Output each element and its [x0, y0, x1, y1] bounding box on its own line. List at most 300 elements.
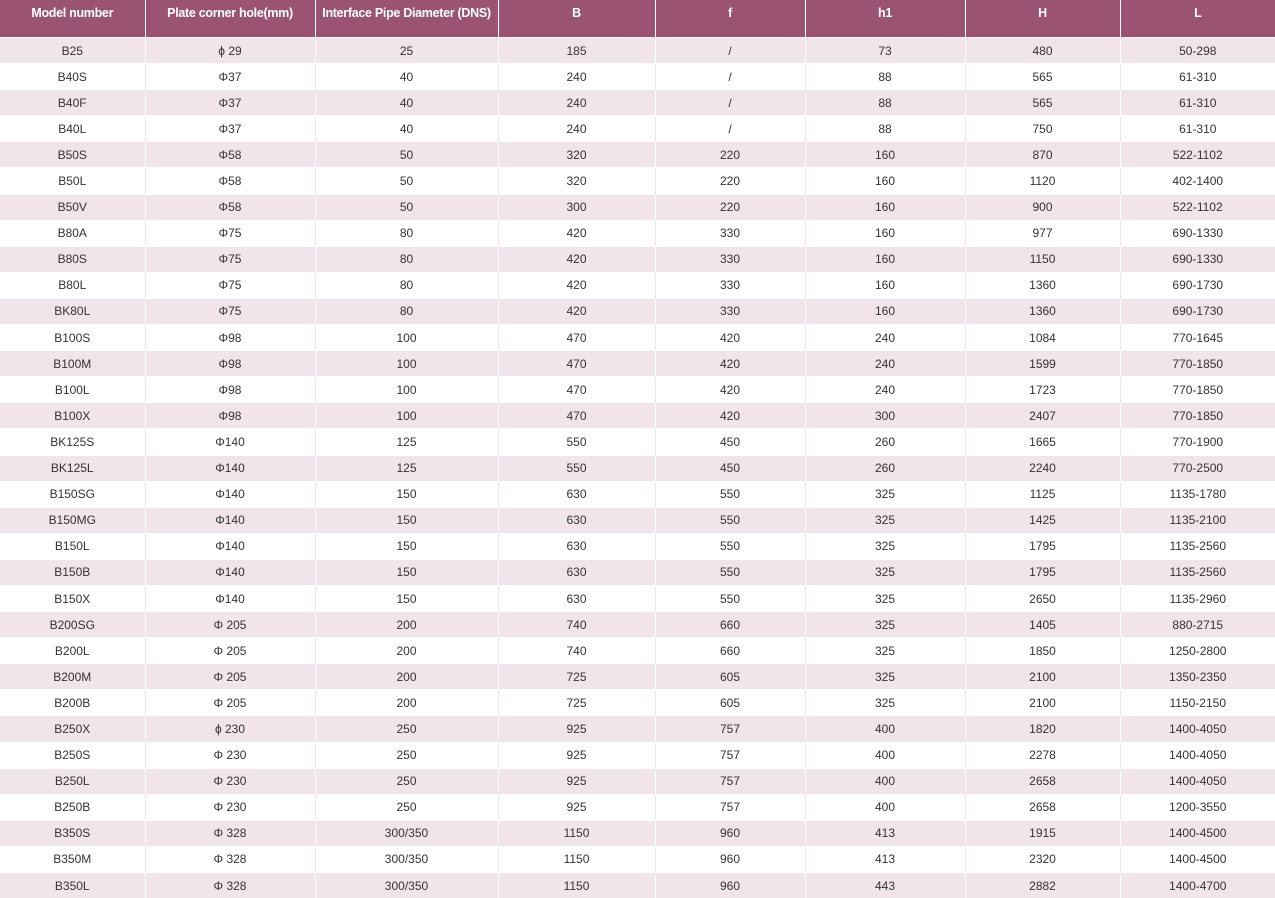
f-cell: 450	[655, 429, 805, 455]
plate-corner-hole-cell: Φ37	[145, 90, 315, 116]
pipe-diameter-cell: 200	[315, 638, 498, 664]
pipe-diameter-cell: 250	[315, 794, 498, 820]
f-cell: /	[655, 64, 805, 90]
h1-cell: 88	[805, 116, 965, 142]
b-cell: 740	[498, 638, 655, 664]
model-number-cell: B40F	[0, 90, 145, 116]
plate-corner-hole-cell: Φ 230	[145, 794, 315, 820]
pipe-diameter-cell: 40	[315, 116, 498, 142]
f-cell: 960	[655, 873, 805, 898]
pipe-diameter-cell: 100	[315, 377, 498, 403]
f-cell: 757	[655, 768, 805, 794]
f-cell: 757	[655, 716, 805, 742]
h-cell: 1125	[965, 481, 1120, 507]
plate-corner-hole-cell: Φ140	[145, 585, 315, 611]
f-cell: 420	[655, 351, 805, 377]
h-cell: 2278	[965, 742, 1120, 768]
table-row	[0, 325, 1275, 351]
h-cell: 1084	[965, 325, 1120, 351]
model-number-cell: B80A	[0, 220, 145, 246]
f-cell: 960	[655, 820, 805, 846]
h1-cell: 400	[805, 716, 965, 742]
l-cell: 61-310	[1120, 90, 1275, 116]
h1-cell: 325	[805, 481, 965, 507]
plate-corner-hole-cell: Φ58	[145, 168, 315, 194]
l-cell: 522-1102	[1120, 142, 1275, 168]
h-cell: 1723	[965, 377, 1120, 403]
l-cell: 1400-4050	[1120, 742, 1275, 768]
column-header-plate-corner-hole: Plate corner hole(mm)	[145, 0, 315, 38]
model-number-cell: BK125S	[0, 429, 145, 455]
h1-cell: 400	[805, 794, 965, 820]
table-row	[0, 377, 1275, 403]
h-cell: 900	[965, 194, 1120, 220]
pipe-diameter-cell: 125	[315, 455, 498, 481]
column-header-interface-pipe-diameter: Interface Pipe Diameter (DNS)	[315, 0, 498, 38]
column-header-model-number: Model number	[0, 0, 145, 38]
h-cell: 480	[965, 38, 1120, 64]
model-number-cell: B100X	[0, 403, 145, 429]
plate-corner-hole-cell: Φ 230	[145, 768, 315, 794]
f-cell: 605	[655, 690, 805, 716]
pipe-diameter-cell: 150	[315, 481, 498, 507]
h-cell: 2240	[965, 455, 1120, 481]
plate-corner-hole-cell: Φ 328	[145, 820, 315, 846]
b-cell: 300	[498, 194, 655, 220]
h-cell: 1850	[965, 638, 1120, 664]
l-cell: 1135-2560	[1120, 533, 1275, 559]
pipe-diameter-cell: 150	[315, 559, 498, 585]
model-number-cell: B200L	[0, 638, 145, 664]
model-number-cell: BK80L	[0, 298, 145, 324]
plate-corner-hole-cell: Φ 205	[145, 690, 315, 716]
f-cell: /	[655, 38, 805, 64]
l-cell: 770-1900	[1120, 429, 1275, 455]
pipe-diameter-cell: 50	[315, 142, 498, 168]
model-number-cell: B150B	[0, 559, 145, 585]
h1-cell: 325	[805, 612, 965, 638]
plate-corner-hole-cell: Φ75	[145, 246, 315, 272]
table-row	[0, 116, 1275, 142]
h-cell: 2407	[965, 403, 1120, 429]
model-number-cell: B40L	[0, 116, 145, 142]
h-cell: 2320	[965, 846, 1120, 872]
model-number-cell: B250B	[0, 794, 145, 820]
b-cell: 630	[498, 559, 655, 585]
model-number-cell: B80L	[0, 272, 145, 298]
header-row	[0, 0, 1275, 38]
plate-corner-hole-cell: Φ75	[145, 272, 315, 298]
b-cell: 420	[498, 272, 655, 298]
plate-corner-hole-cell: Φ 328	[145, 846, 315, 872]
f-cell: 757	[655, 794, 805, 820]
l-cell: 402-1400	[1120, 168, 1275, 194]
b-cell: 630	[498, 481, 655, 507]
table-row	[0, 585, 1275, 611]
f-cell: /	[655, 116, 805, 142]
pipe-diameter-cell: 25	[315, 38, 498, 64]
table-row	[0, 638, 1275, 664]
table-row	[0, 272, 1275, 298]
f-cell: 550	[655, 507, 805, 533]
l-cell: 1350-2350	[1120, 664, 1275, 690]
h1-cell: 443	[805, 873, 965, 898]
plate-corner-hole-cell: Φ37	[145, 116, 315, 142]
model-number-cell: B250L	[0, 768, 145, 794]
h-cell: 2658	[965, 768, 1120, 794]
l-cell: 1135-2560	[1120, 559, 1275, 585]
pipe-diameter-cell: 150	[315, 507, 498, 533]
plate-corner-hole-cell: Φ 205	[145, 638, 315, 664]
b-cell: 420	[498, 298, 655, 324]
b-cell: 1150	[498, 820, 655, 846]
l-cell: 770-1850	[1120, 377, 1275, 403]
f-cell: 330	[655, 272, 805, 298]
f-cell: 330	[655, 220, 805, 246]
model-number-cell: B250S	[0, 742, 145, 768]
plate-corner-hole-cell: Φ58	[145, 142, 315, 168]
f-cell: 420	[655, 325, 805, 351]
pipe-diameter-cell: 100	[315, 325, 498, 351]
h-cell: 977	[965, 220, 1120, 246]
h1-cell: 88	[805, 64, 965, 90]
table-row	[0, 481, 1275, 507]
l-cell: 770-1850	[1120, 403, 1275, 429]
b-cell: 420	[498, 246, 655, 272]
f-cell: 330	[655, 246, 805, 272]
f-cell: 420	[655, 377, 805, 403]
table-row	[0, 664, 1275, 690]
plate-corner-hole-cell: Φ98	[145, 403, 315, 429]
column-header-h1: h1	[805, 0, 965, 38]
f-cell: 450	[655, 455, 805, 481]
column-header-l: L	[1120, 0, 1275, 38]
plate-corner-hole-cell: Φ 230	[145, 742, 315, 768]
h1-cell: 325	[805, 585, 965, 611]
model-number-cell: B100L	[0, 377, 145, 403]
h1-cell: 325	[805, 638, 965, 664]
h-cell: 1150	[965, 246, 1120, 272]
l-cell: 61-310	[1120, 116, 1275, 142]
table-row	[0, 90, 1275, 116]
f-cell: 550	[655, 481, 805, 507]
h-cell: 2100	[965, 664, 1120, 690]
b-cell: 630	[498, 533, 655, 559]
b-cell: 470	[498, 377, 655, 403]
h-cell: 565	[965, 64, 1120, 90]
pipe-diameter-cell: 50	[315, 168, 498, 194]
f-cell: 960	[655, 846, 805, 872]
column-header-f: f	[655, 0, 805, 38]
table-row	[0, 455, 1275, 481]
model-number-cell: B100M	[0, 351, 145, 377]
model-number-cell: B50V	[0, 194, 145, 220]
model-number-cell: B150L	[0, 533, 145, 559]
h1-cell: 88	[805, 90, 965, 116]
h-cell: 870	[965, 142, 1120, 168]
plate-corner-hole-cell: Φ58	[145, 194, 315, 220]
b-cell: 185	[498, 38, 655, 64]
h1-cell: 325	[805, 690, 965, 716]
h1-cell: 160	[805, 142, 965, 168]
plate-corner-hole-cell: Φ75	[145, 220, 315, 246]
table-row	[0, 429, 1275, 455]
table-row	[0, 351, 1275, 377]
b-cell: 470	[498, 325, 655, 351]
h1-cell: 413	[805, 846, 965, 872]
h1-cell: 160	[805, 298, 965, 324]
h1-cell: 260	[805, 455, 965, 481]
h1-cell: 240	[805, 351, 965, 377]
l-cell: 1400-4500	[1120, 846, 1275, 872]
l-cell: 1400-4500	[1120, 820, 1275, 846]
h-cell: 1425	[965, 507, 1120, 533]
h1-cell: 73	[805, 38, 965, 64]
plate-corner-hole-cell: Φ140	[145, 455, 315, 481]
table-row	[0, 38, 1275, 64]
l-cell: 1150-2150	[1120, 690, 1275, 716]
plate-corner-hole-cell: Φ75	[145, 298, 315, 324]
h1-cell: 240	[805, 325, 965, 351]
b-cell: 630	[498, 507, 655, 533]
table-row	[0, 168, 1275, 194]
h-cell: 1795	[965, 533, 1120, 559]
l-cell: 770-2500	[1120, 455, 1275, 481]
plate-corner-hole-cell: Φ98	[145, 325, 315, 351]
h-cell: 1820	[965, 716, 1120, 742]
f-cell: 330	[655, 298, 805, 324]
h1-cell: 160	[805, 194, 965, 220]
h-cell: 1795	[965, 559, 1120, 585]
l-cell: 770-1645	[1120, 325, 1275, 351]
plate-corner-hole-cell: Φ 205	[145, 664, 315, 690]
b-cell: 1150	[498, 873, 655, 898]
table-row	[0, 690, 1275, 716]
h1-cell: 260	[805, 429, 965, 455]
f-cell: 660	[655, 612, 805, 638]
table-row	[0, 768, 1275, 794]
model-number-cell: B150MG	[0, 507, 145, 533]
b-cell: 550	[498, 455, 655, 481]
plate-corner-hole-cell: Φ98	[145, 351, 315, 377]
l-cell: 50-298	[1120, 38, 1275, 64]
pipe-diameter-cell: 80	[315, 246, 498, 272]
pipe-diameter-cell: 125	[315, 429, 498, 455]
b-cell: 240	[498, 64, 655, 90]
pipe-diameter-cell: 40	[315, 90, 498, 116]
f-cell: 220	[655, 168, 805, 194]
h-cell: 750	[965, 116, 1120, 142]
b-cell: 320	[498, 168, 655, 194]
pipe-diameter-cell: 300/350	[315, 873, 498, 898]
f-cell: 660	[655, 638, 805, 664]
model-number-cell: B50S	[0, 142, 145, 168]
b-cell: 925	[498, 716, 655, 742]
f-cell: 420	[655, 403, 805, 429]
column-header-h: H	[965, 0, 1120, 38]
l-cell: 1135-1780	[1120, 481, 1275, 507]
plate-corner-hole-cell: Φ140	[145, 507, 315, 533]
pipe-diameter-cell: 200	[315, 690, 498, 716]
plate-corner-hole-cell: ϕ 29	[145, 38, 315, 64]
pipe-diameter-cell: 250	[315, 768, 498, 794]
table-row	[0, 220, 1275, 246]
plate-corner-hole-cell: ϕ 230	[145, 716, 315, 742]
h-cell: 1915	[965, 820, 1120, 846]
model-number-cell: B250X	[0, 716, 145, 742]
h-cell: 2100	[965, 690, 1120, 716]
model-number-cell: B350M	[0, 846, 145, 872]
l-cell: 1400-4050	[1120, 716, 1275, 742]
h-cell: 1120	[965, 168, 1120, 194]
h1-cell: 400	[805, 768, 965, 794]
table-row	[0, 64, 1275, 90]
f-cell: 550	[655, 585, 805, 611]
pipe-diameter-cell: 250	[315, 742, 498, 768]
table-row	[0, 873, 1275, 898]
table-row	[0, 716, 1275, 742]
b-cell: 470	[498, 403, 655, 429]
l-cell: 1200-3550	[1120, 794, 1275, 820]
b-cell: 470	[498, 351, 655, 377]
pipe-diameter-cell: 300/350	[315, 846, 498, 872]
pipe-diameter-cell: 200	[315, 612, 498, 638]
table-body	[0, 38, 1275, 898]
pipe-diameter-cell: 300/350	[315, 820, 498, 846]
b-cell: 550	[498, 429, 655, 455]
table-row	[0, 742, 1275, 768]
model-number-cell: B200M	[0, 664, 145, 690]
pipe-diameter-cell: 80	[315, 272, 498, 298]
pipe-diameter-cell: 100	[315, 403, 498, 429]
f-cell: 220	[655, 194, 805, 220]
h1-cell: 160	[805, 272, 965, 298]
b-cell: 925	[498, 768, 655, 794]
h1-cell: 160	[805, 220, 965, 246]
table-row	[0, 507, 1275, 533]
f-cell: 550	[655, 533, 805, 559]
model-number-cell: B40S	[0, 64, 145, 90]
table-row	[0, 533, 1275, 559]
b-cell: 925	[498, 742, 655, 768]
h1-cell: 325	[805, 664, 965, 690]
pipe-diameter-cell: 250	[315, 716, 498, 742]
l-cell: 880-2715	[1120, 612, 1275, 638]
l-cell: 61-310	[1120, 64, 1275, 90]
table-row	[0, 794, 1275, 820]
column-header-b: B	[498, 0, 655, 38]
plate-corner-hole-cell: Φ140	[145, 429, 315, 455]
h1-cell: 413	[805, 820, 965, 846]
model-number-cell: BK125L	[0, 455, 145, 481]
l-cell: 1135-2960	[1120, 585, 1275, 611]
table-row	[0, 559, 1275, 585]
l-cell: 1250-2800	[1120, 638, 1275, 664]
table-row	[0, 142, 1275, 168]
pipe-diameter-cell: 80	[315, 298, 498, 324]
table-row	[0, 612, 1275, 638]
h1-cell: 400	[805, 742, 965, 768]
h-cell: 1665	[965, 429, 1120, 455]
h1-cell: 160	[805, 246, 965, 272]
b-cell: 320	[498, 142, 655, 168]
h1-cell: 160	[805, 168, 965, 194]
pipe-diameter-cell: 200	[315, 664, 498, 690]
b-cell: 925	[498, 794, 655, 820]
pipe-diameter-cell: 50	[315, 194, 498, 220]
f-cell: /	[655, 90, 805, 116]
h1-cell: 325	[805, 533, 965, 559]
model-number-cell: B200B	[0, 690, 145, 716]
h-cell: 2658	[965, 794, 1120, 820]
model-number-cell: B200SG	[0, 612, 145, 638]
h-cell: 1599	[965, 351, 1120, 377]
plate-corner-hole-cell: Φ 328	[145, 873, 315, 898]
table-row	[0, 820, 1275, 846]
f-cell: 550	[655, 559, 805, 585]
model-number-cell: B25	[0, 38, 145, 64]
plate-corner-hole-cell: Φ140	[145, 533, 315, 559]
b-cell: 725	[498, 664, 655, 690]
plate-corner-hole-cell: Φ 205	[145, 612, 315, 638]
l-cell: 690-1730	[1120, 298, 1275, 324]
h1-cell: 240	[805, 377, 965, 403]
table-row	[0, 194, 1275, 220]
l-cell: 770-1850	[1120, 351, 1275, 377]
h-cell: 2650	[965, 585, 1120, 611]
h1-cell: 325	[805, 559, 965, 585]
b-cell: 1150	[498, 846, 655, 872]
h1-cell: 300	[805, 403, 965, 429]
b-cell: 740	[498, 612, 655, 638]
f-cell: 757	[655, 742, 805, 768]
l-cell: 1400-4700	[1120, 873, 1275, 898]
b-cell: 420	[498, 220, 655, 246]
pipe-diameter-cell: 80	[315, 220, 498, 246]
plate-corner-hole-cell: Φ140	[145, 481, 315, 507]
pipe-diameter-cell: 100	[315, 351, 498, 377]
b-cell: 725	[498, 690, 655, 716]
h-cell: 1360	[965, 272, 1120, 298]
model-number-cell: B150X	[0, 585, 145, 611]
pipe-diameter-cell: 40	[315, 64, 498, 90]
model-number-cell: B80S	[0, 246, 145, 272]
h1-cell: 325	[805, 507, 965, 533]
model-number-cell: B350L	[0, 873, 145, 898]
l-cell: 690-1730	[1120, 272, 1275, 298]
h-cell: 565	[965, 90, 1120, 116]
f-cell: 605	[655, 664, 805, 690]
l-cell: 1135-2100	[1120, 507, 1275, 533]
table-row	[0, 846, 1275, 872]
l-cell: 690-1330	[1120, 220, 1275, 246]
model-number-cell: B350S	[0, 820, 145, 846]
h-cell: 1405	[965, 612, 1120, 638]
model-number-cell: B150SG	[0, 481, 145, 507]
f-cell: 220	[655, 142, 805, 168]
model-number-cell: B100S	[0, 325, 145, 351]
h-cell: 2882	[965, 873, 1120, 898]
plate-corner-hole-cell: Φ37	[145, 64, 315, 90]
table-header	[0, 0, 1275, 38]
plate-corner-hole-cell: Φ98	[145, 377, 315, 403]
l-cell: 522-1102	[1120, 194, 1275, 220]
h-cell: 1360	[965, 298, 1120, 324]
b-cell: 240	[498, 116, 655, 142]
table-row	[0, 246, 1275, 272]
pipe-diameter-cell: 150	[315, 585, 498, 611]
pipe-diameter-cell: 150	[315, 533, 498, 559]
